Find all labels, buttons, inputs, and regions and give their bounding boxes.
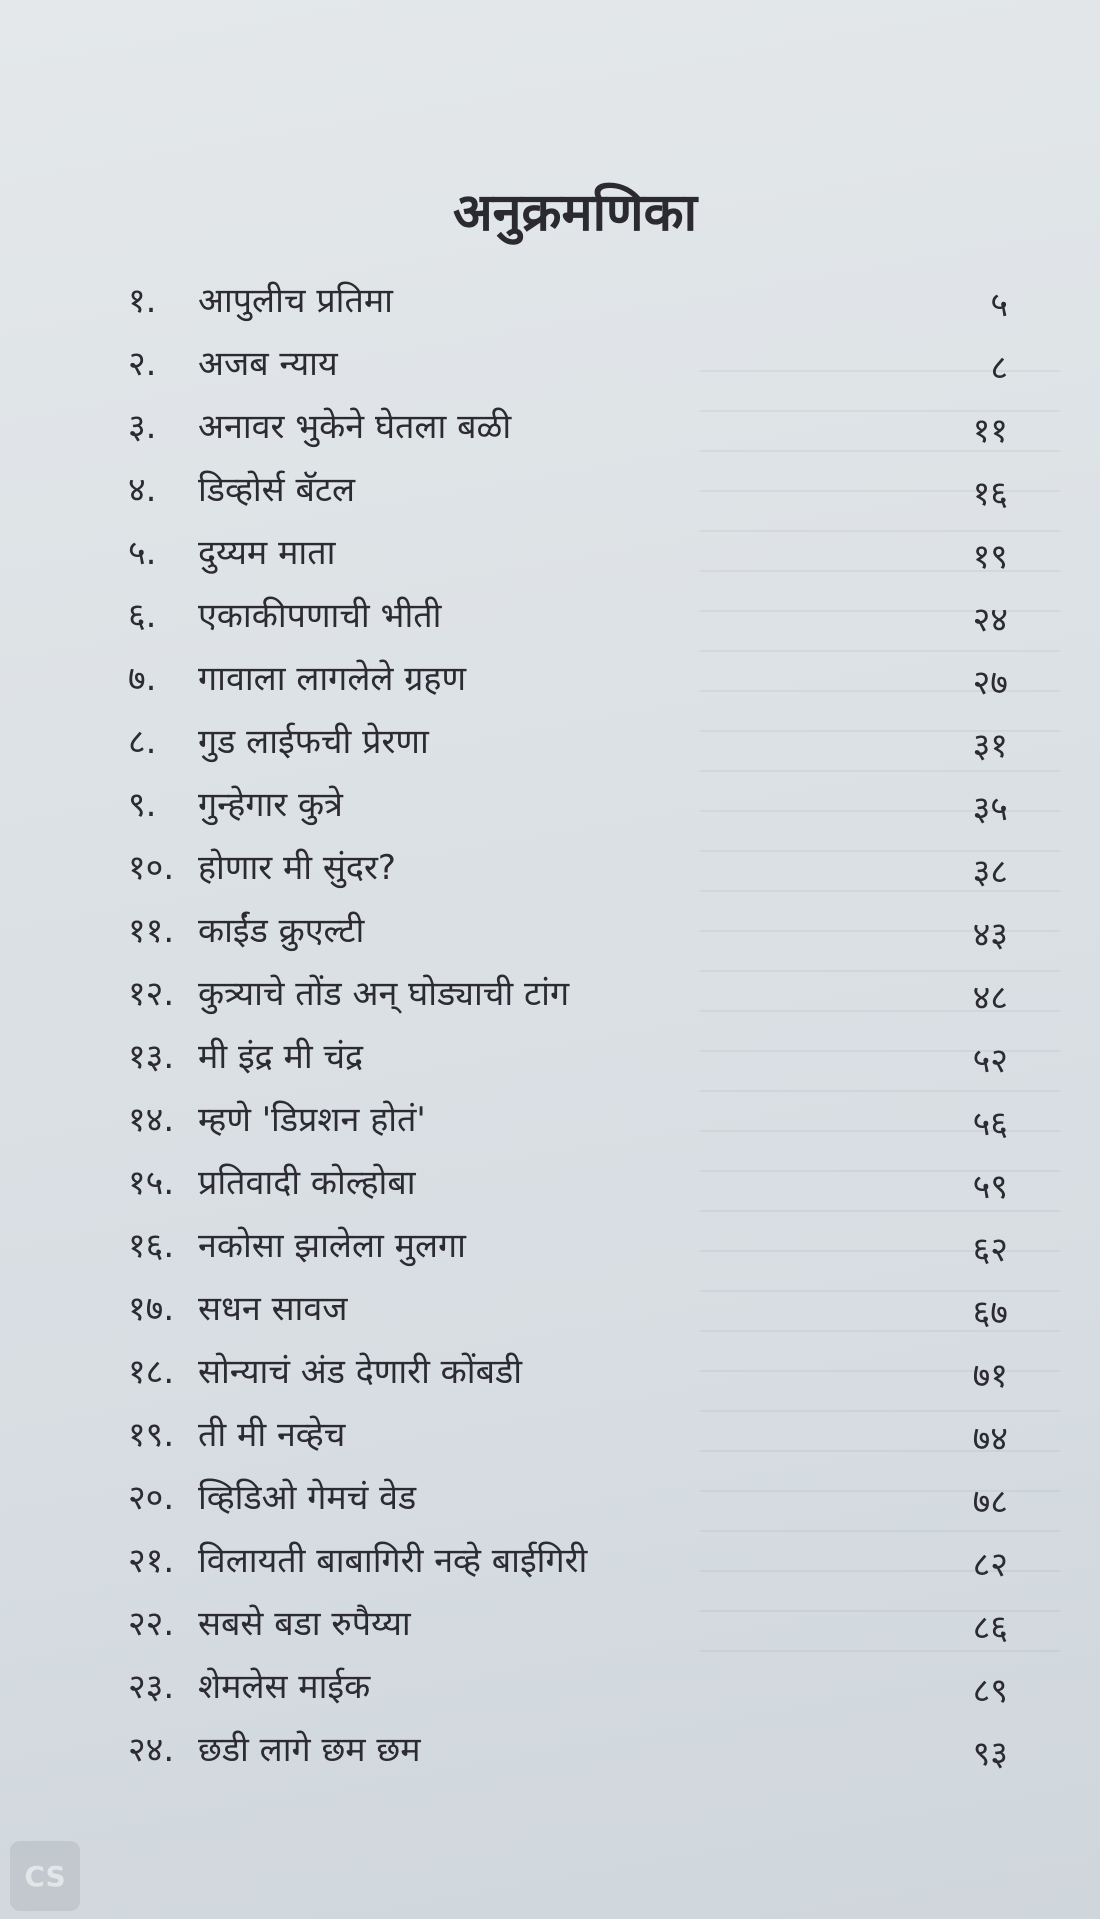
entry-page-number: ३८ [972,852,1008,892]
entry-page-number: ३५ [972,789,1008,829]
entry-title: होणार मी सुंदर? [198,848,396,888]
entry-title: सबसे बडा रुपैय्या [198,1604,411,1644]
entry-title: कुत्र्याचे तोंड अन् घोड्याची टांग [198,974,570,1014]
toc-entry [128,333,1008,396]
entry-title: सधन सावज [198,1289,348,1329]
toc-entry [128,270,1008,333]
entry-number: १२. [128,974,175,1014]
page-title: अनुक्रमणिका [452,183,698,243]
entry-title: गुन्हेगार कुत्रे [198,785,343,825]
entry-number: ९. [128,785,157,825]
toc-entry [128,1593,1008,1656]
toc-entry [128,1152,1008,1215]
entry-title: नकोसा झालेला मुलगा [198,1226,466,1266]
entry-title: काईंड क्रुएल्टी [198,911,365,951]
entry-number: ११. [128,911,175,951]
entry-page-number: ४८ [972,978,1008,1018]
entry-page-number: ५६ [972,1104,1008,1144]
entry-number: ३. [128,407,157,447]
toc-entry [128,1656,1008,1719]
toc-entry [128,1215,1008,1278]
entry-title: अजब न्याय [198,344,338,384]
toc-entry [128,585,1008,648]
toc-entry [128,837,1008,900]
entry-page-number: २४ [972,600,1008,640]
table-of-contents [128,270,1008,1782]
entry-page-number: ६२ [972,1230,1008,1270]
scanner-watermark-logo: CS [10,1841,80,1911]
entry-number: २२. [128,1604,175,1644]
entry-page-number: ८ [990,348,1008,388]
entry-number: २४. [128,1730,175,1770]
entry-number: २०. [128,1478,175,1518]
toc-entry [128,1089,1008,1152]
toc-entry [128,1026,1008,1089]
toc-entry [128,900,1008,963]
entry-title: एकाकीपणाची भीती [198,596,442,636]
entry-number: ४. [128,470,157,510]
entry-page-number: १९ [972,537,1008,577]
entry-page-number: ९३ [972,1734,1008,1774]
entry-page-number: १६ [972,474,1008,514]
entry-number: १०. [128,848,175,888]
entry-page-number: ४३ [972,915,1008,955]
entry-page-number: ५९ [972,1167,1008,1207]
entry-title: शेमलेस माईक [198,1667,371,1707]
toc-entry [128,459,1008,522]
toc-entry [128,1530,1008,1593]
toc-entry [128,1341,1008,1404]
entry-number: १. [128,281,157,321]
entry-page-number: ११ [972,411,1008,451]
toc-entry [128,648,1008,711]
entry-number: ६. [128,596,157,636]
entry-title: मी इंद्र मी चंद्र [198,1037,364,1077]
toc-entry [128,1719,1008,1782]
entry-number: २३. [128,1667,175,1707]
entry-title: म्हणे 'डिप्रशन होतं' [198,1100,426,1140]
entry-number: १७. [128,1289,175,1329]
toc-entry [128,1278,1008,1341]
entry-number: १५. [128,1163,175,1203]
toc-entry [128,522,1008,585]
entry-page-number: ८२ [972,1545,1008,1585]
toc-entry [128,1467,1008,1530]
entry-title: विलायती बाबागिरी नव्हे बाईगिरी [198,1541,588,1581]
toc-entry [128,963,1008,1026]
entry-number: १९. [128,1415,175,1455]
toc-entry [128,774,1008,837]
entry-title: गावाला लागलेले ग्रहण [198,659,467,699]
entry-page-number: ६७ [972,1293,1008,1333]
entry-number: १३. [128,1037,175,1077]
entry-number: २१. [128,1541,175,1581]
entry-page-number: ५२ [972,1041,1008,1081]
entry-title: ती मी नव्हेच [198,1415,346,1455]
entry-page-number: ७१ [972,1356,1008,1396]
entry-page-number: २७ [972,663,1008,703]
entry-number: ७. [128,659,157,699]
entry-title: छडी लागे छम छम [198,1730,421,1770]
entry-number: ५. [128,533,157,573]
entry-title: प्रतिवादी कोल्होबा [198,1163,416,1203]
entry-title: गुड लाईफची प्रेरणा [198,722,429,762]
entry-title: अनावर भुकेने घेतला बळी [198,407,512,447]
entry-title: सोन्याचं अंड देणारी कोंबडी [198,1352,523,1392]
entry-page-number: ५ [990,285,1008,325]
entry-title: डिव्होर्स बॅटल [198,470,356,510]
entry-title: दुय्यम माता [198,533,336,573]
entry-number: १४. [128,1100,175,1140]
toc-entry [128,711,1008,774]
entry-title: आपुलीच प्रतिमा [198,281,393,321]
entry-number: २. [128,344,157,384]
entry-number: ८. [128,722,157,762]
entry-number: १६. [128,1226,175,1266]
toc-entry [128,1404,1008,1467]
entry-page-number: ७४ [972,1419,1008,1459]
entry-page-number: ८९ [972,1671,1008,1711]
entry-number: १८. [128,1352,175,1392]
entry-page-number: ३१ [972,726,1008,766]
entry-page-number: ७८ [972,1482,1008,1522]
entry-title: व्हिडिओ गेमचं वेड [198,1478,417,1518]
entry-page-number: ८६ [972,1608,1008,1648]
toc-entry [128,396,1008,459]
